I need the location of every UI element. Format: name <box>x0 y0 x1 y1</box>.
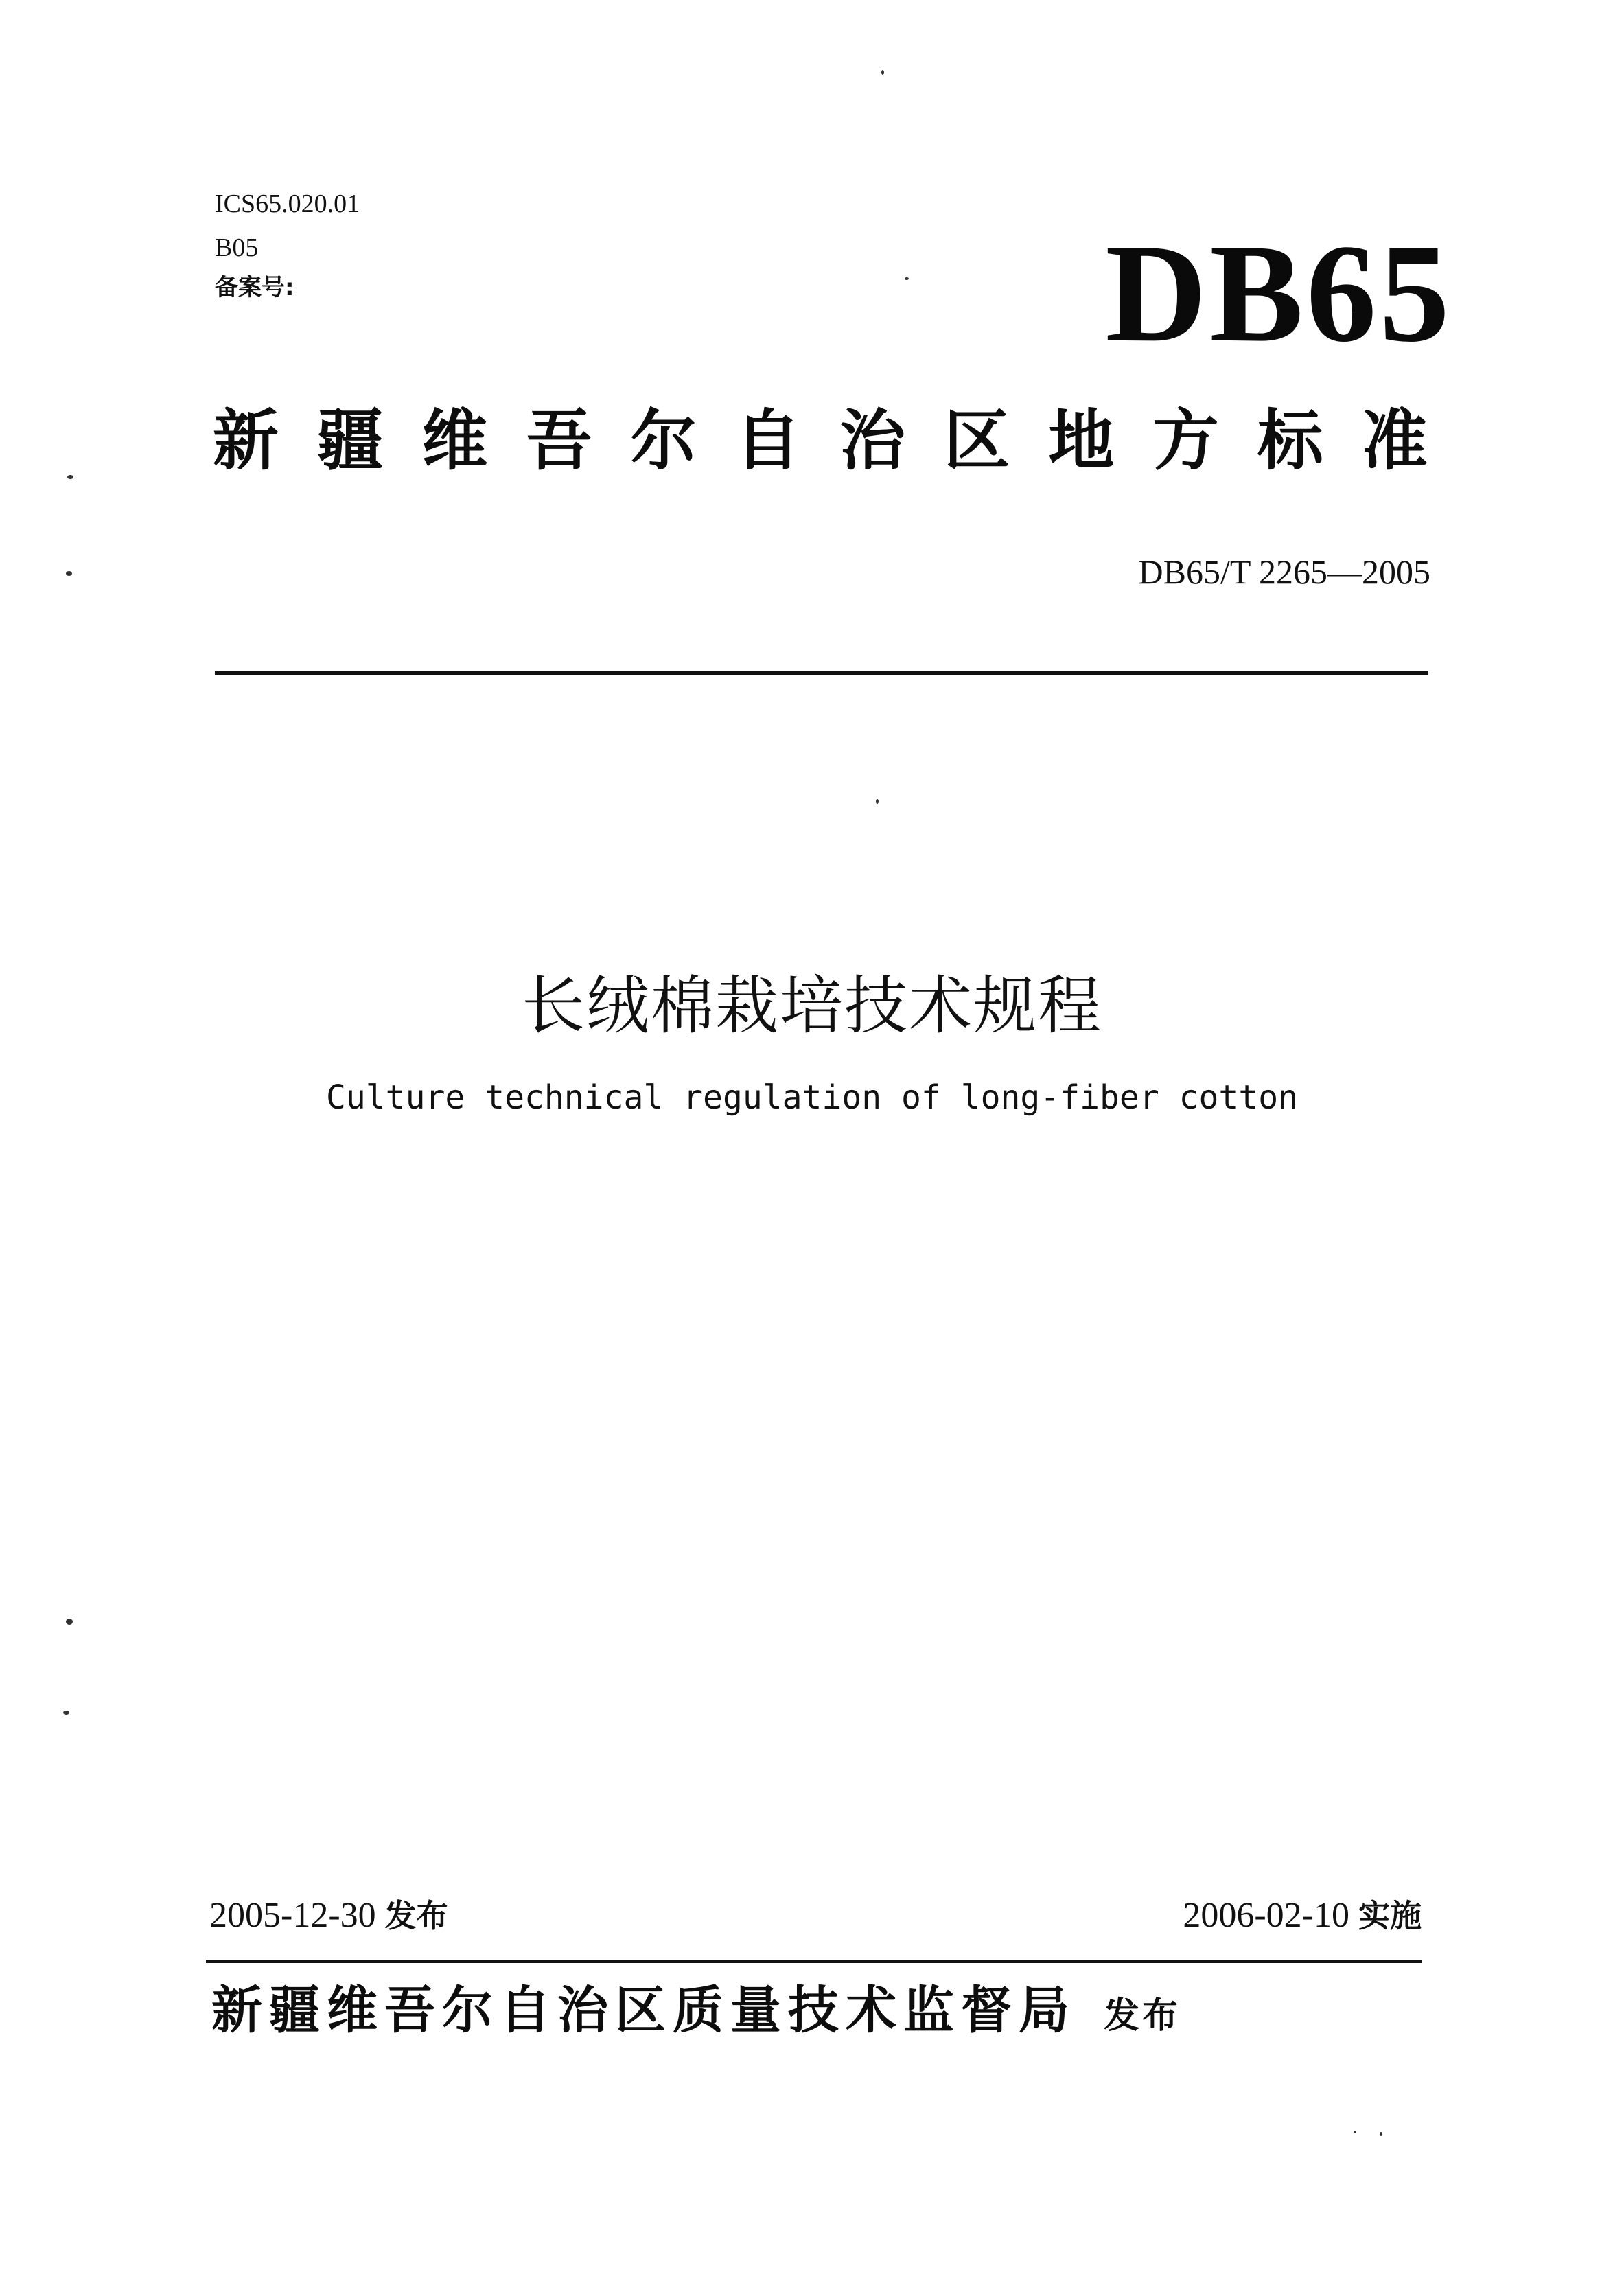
standard-title-char: 吾 <box>526 402 592 479</box>
scan-speck <box>66 571 72 576</box>
record-number-label: 备案号: <box>215 274 294 301</box>
standard-title-char: 方 <box>1152 402 1219 479</box>
standard-logo: DB65 <box>1105 216 1452 371</box>
standard-title-char: 维 <box>421 402 488 479</box>
ics-code: ICS65.020.01 <box>215 189 360 218</box>
scan-speck <box>1354 2131 1356 2133</box>
standard-title-char: 自 <box>734 402 801 479</box>
publisher-suffix: 发布 <box>1104 1995 1181 2037</box>
document-title-en: Culture technical regulation of long-fiber cotton <box>325 1078 1299 1117</box>
scan-speck <box>876 799 879 804</box>
scan-speck <box>67 475 73 479</box>
scan-speck <box>905 277 909 280</box>
standard-title-char: 标 <box>1257 402 1323 479</box>
scan-speck <box>881 70 884 75</box>
standard-code: DB65/T 2265—2005 <box>1138 553 1430 591</box>
implementation-date-label: 实施 <box>1358 1897 1422 1934</box>
implementation-date <box>1183 1898 1422 1934</box>
standard-title-char: 疆 <box>317 402 384 479</box>
scan-speck <box>1380 2132 1382 2136</box>
standard-title-char: 治 <box>839 402 906 479</box>
standard-title-char: 准 <box>1361 402 1428 479</box>
standard-category-title <box>213 402 1428 479</box>
scan-speck <box>63 1711 69 1715</box>
issue-date <box>209 1898 448 1934</box>
document-title-cn: 长绒棉栽培技术规程 <box>521 969 1102 1043</box>
publisher-name: 新疆维吾尔自治区质量技术监督局 <box>211 1981 1076 2040</box>
scan-speck <box>66 1619 73 1625</box>
standard-title-char: 地 <box>1048 402 1115 479</box>
top-divider <box>215 671 1428 675</box>
bottom-divider <box>206 1960 1422 1963</box>
publisher <box>211 1981 1426 2040</box>
standard-title-char: 尔 <box>630 402 697 479</box>
issue-date-value: 2005-12-30 <box>209 1896 376 1935</box>
implementation-date-value: 2006-02-10 <box>1183 1896 1349 1935</box>
standard-title-char: 区 <box>944 402 1010 479</box>
classification-code: B05 <box>215 233 259 262</box>
standard-title-char: 新 <box>213 402 279 479</box>
issue-date-label: 发布 <box>384 1897 448 1934</box>
